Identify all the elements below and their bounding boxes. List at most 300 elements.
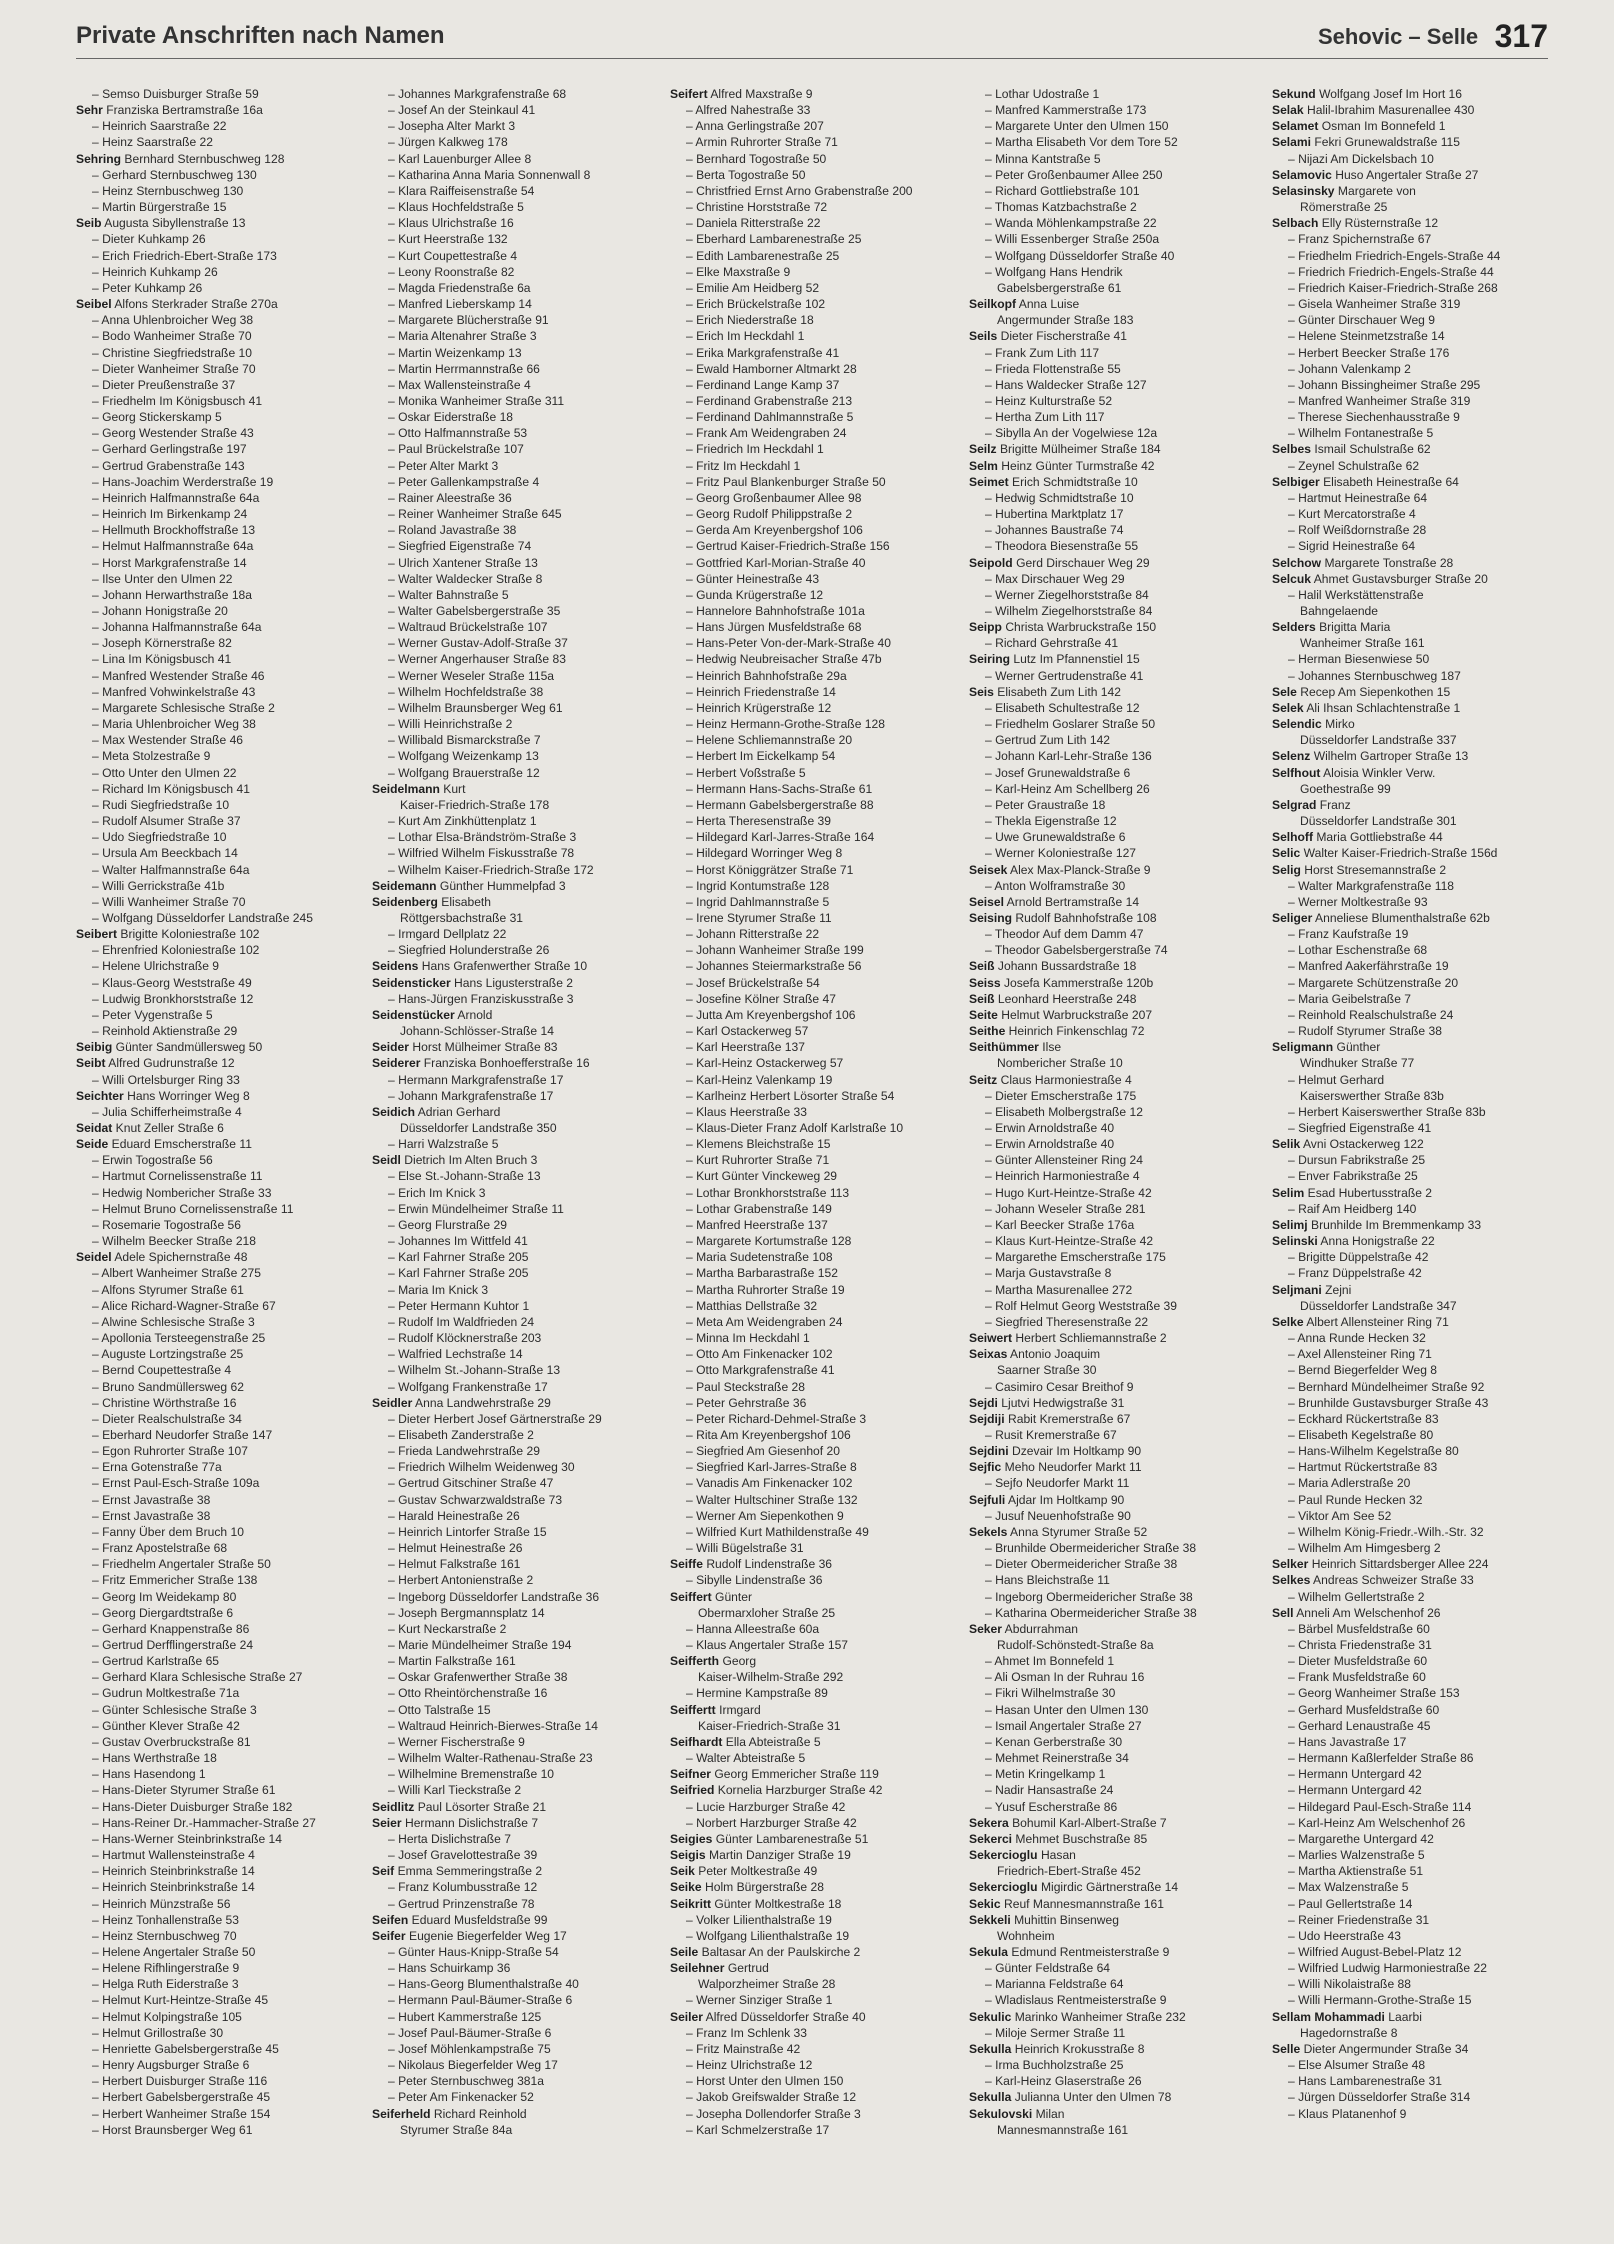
entry-text: Windhuker Straße 77 xyxy=(1300,1056,1415,1071)
surname-entry xyxy=(372,958,658,974)
listing-entry xyxy=(1272,587,1548,603)
entry-text: Eduard Emscherstraße 11 xyxy=(111,1137,252,1152)
listing-entry xyxy=(372,668,658,684)
surname: Seidens xyxy=(372,959,419,974)
listing-entry xyxy=(969,732,1255,748)
entry-text: – Günter Haus-Knipp-Straße 54 xyxy=(388,1944,559,1959)
entry-text: – Oskar Grafenwerther Straße 38 xyxy=(388,1670,568,1685)
entry-text: Franziska Bertramstraße 16a xyxy=(106,103,263,118)
surname: Seixas xyxy=(969,1347,1008,1362)
entry-text: – Ludwig Bronkhorststraße 12 xyxy=(92,991,254,1006)
listing-entry xyxy=(670,684,956,700)
surname: Sehr xyxy=(76,103,103,118)
surname-entry xyxy=(969,1459,1255,1475)
entry-text: – Peter Gehrstraße 36 xyxy=(686,1395,807,1410)
listing-entry xyxy=(76,393,362,409)
entry-text: – Johannes Sternbuschweg 187 xyxy=(1288,668,1461,683)
listing-entry xyxy=(670,668,956,684)
listing-entry xyxy=(969,134,1255,150)
entry-text: – Marja Gustavstraße 8 xyxy=(985,1266,1112,1281)
surname-entry xyxy=(1272,1314,1548,1330)
listing-entry xyxy=(670,635,956,651)
surname-entry xyxy=(1272,845,1548,861)
entry-text: – Gertrud Prinzenstraße 78 xyxy=(388,1896,535,1911)
surname-entry xyxy=(670,86,956,102)
entry-text: – Willi Hermann-Grothe-Straße 15 xyxy=(1288,1993,1472,2008)
entry-text: Walter Kaiser-Friedrich-Straße 156d xyxy=(1303,846,1498,861)
surname: Sekulovski xyxy=(969,2106,1033,2121)
listing-entry xyxy=(969,1233,1255,1249)
surname: Seimet xyxy=(969,474,1009,489)
listing-entry xyxy=(969,797,1255,813)
listing-entry xyxy=(670,1346,956,1362)
entry-text: – Berta Togostraße 50 xyxy=(686,167,806,182)
listing-entry xyxy=(76,183,362,199)
surname: Selbiger xyxy=(1272,474,1320,489)
entry-text: – Paul Runde Hecken 32 xyxy=(1288,1492,1423,1507)
entry-text: – Enver Fabrikstraße 25 xyxy=(1288,1169,1418,1184)
listing-entry xyxy=(670,2089,956,2105)
listing-entry xyxy=(969,1556,1255,1572)
listing-entry xyxy=(670,1427,956,1443)
listing-entry xyxy=(1272,280,1548,296)
listing-entry xyxy=(670,151,956,167)
listing-entry xyxy=(670,716,956,732)
listing-entry xyxy=(372,1314,658,1330)
entry-text: Alex Max-Planck-Straße 9 xyxy=(1010,862,1151,877)
entry-text: – Werner Angerhauser Straße 83 xyxy=(388,652,566,667)
entry-text: – Wilfried Kurt Mathildenstraße 49 xyxy=(686,1524,869,1539)
listing-entry xyxy=(372,2073,658,2089)
entry-text: – Peter Graustraße 18 xyxy=(985,797,1106,812)
entry-text: – Axel Allensteiner Ring 71 xyxy=(1288,1347,1432,1362)
entry-text: – Bernd Coupettestraße 4 xyxy=(92,1363,232,1378)
entry-continuation xyxy=(1272,635,1548,651)
surname-entry xyxy=(969,1039,1255,1055)
entry-text: Wilhelm Gartroper Straße 13 xyxy=(1313,749,1469,764)
listing-entry xyxy=(76,328,362,344)
listing-entry xyxy=(76,1847,362,1863)
listing-entry xyxy=(372,409,658,425)
entry-text: – Wilhelm Fontanestraße 5 xyxy=(1288,426,1434,441)
entry-text: – Nijazi Am Dickelsbach 10 xyxy=(1288,151,1434,166)
listing-entry xyxy=(969,361,1255,377)
entry-text: – Siegfried Karl-Jarres-Straße 8 xyxy=(686,1460,857,1475)
surname-entry xyxy=(1272,829,1548,845)
listing-entry xyxy=(372,1653,658,1669)
listing-entry xyxy=(1272,668,1548,684)
entry-text: – Gudrun Moltkestraße 71a xyxy=(92,1686,240,1701)
entry-text: – Thekla Eigenstraße 12 xyxy=(985,814,1117,829)
entry-text: – Alice Richard-Wagner-Straße 67 xyxy=(92,1298,276,1313)
column-1 xyxy=(76,86,362,2226)
entry-text: – Frank Musfeldstraße 60 xyxy=(1288,1670,1426,1685)
entry-continuation xyxy=(1272,813,1548,829)
listing-entry xyxy=(1272,1702,1548,1718)
entry-text: – Hartmut Heinestraße 64 xyxy=(1288,490,1428,505)
listing-entry xyxy=(969,151,1255,167)
entry-text: Düsseldorfer Landstraße 301 xyxy=(1300,814,1457,829)
entry-text: – Hartmut Cornelissenstraße 11 xyxy=(92,1169,263,1184)
listing-entry xyxy=(76,2122,362,2138)
entry-text: – Johannes Markgrafenstraße 68 xyxy=(388,87,567,101)
listing-entry xyxy=(670,1362,956,1378)
entry-text: Mirko xyxy=(1325,717,1355,732)
listing-entry xyxy=(372,377,658,393)
entry-text: – Ewald Hamborner Altmarkt 28 xyxy=(686,361,857,376)
entry-text: Düsseldorfer Landstraße 347 xyxy=(1300,1298,1457,1313)
listing-entry xyxy=(969,393,1255,409)
entry-text: – Maria Geibelstraße 7 xyxy=(1288,991,1412,1006)
surname-entry xyxy=(969,684,1255,700)
listing-entry xyxy=(76,231,362,247)
listing-entry xyxy=(670,1572,956,1588)
entry-text: – Heinrich Kuhkamp 26 xyxy=(92,264,218,279)
entry-text: – Herbert Antonienstraße 2 xyxy=(388,1573,534,1588)
listing-entry xyxy=(76,264,362,280)
entry-text: – Hans-Dieter Styrumer Straße 61 xyxy=(92,1783,276,1798)
entry-text: – Maria Im Knick 3 xyxy=(388,1282,489,1297)
entry-text: Fekri Grunewaldstraße 115 xyxy=(1314,135,1461,150)
surname: Sekulic xyxy=(969,2009,1012,2024)
surname: Seik xyxy=(670,1864,695,1879)
entry-text: – Friedhelm Friedrich-Engels-Straße 44 xyxy=(1288,248,1501,263)
surname: Selamovic xyxy=(1272,167,1332,182)
entry-text: – Heinrich Lintorfer Straße 15 xyxy=(388,1524,547,1539)
listing-entry xyxy=(76,474,362,490)
entry-text: – Kurt Ruhrorter Straße 71 xyxy=(686,1153,830,1168)
listing-entry xyxy=(670,1379,956,1395)
entry-text: – Katharina Anna Maria Sonnenwall 8 xyxy=(388,167,591,182)
surname: Selfhout xyxy=(1272,765,1321,780)
entry-text: – Klaus-Dieter Franz Adolf Karlstraße 10 xyxy=(686,1121,904,1135)
surname: Seidich xyxy=(372,1104,416,1119)
entry-text: – Hasan Unter den Ulmen 130 xyxy=(985,1702,1149,1717)
entry-text: – Gerhard Knappenstraße 86 xyxy=(92,1621,250,1636)
listing-entry xyxy=(969,215,1255,231)
listing-entry xyxy=(372,102,658,118)
entry-text: – Klaus-Georg Weststraße 49 xyxy=(92,975,252,990)
surname-entry xyxy=(372,1104,658,1120)
entry-text: – Lina Im Königsbusch 41 xyxy=(92,652,232,667)
entry-text: – Alfred Nahestraße 33 xyxy=(686,103,811,118)
listing-entry xyxy=(76,1217,362,1233)
entry-text: – Rolf Helmut Georg Weststraße 39 xyxy=(985,1298,1178,1313)
listing-entry xyxy=(76,845,362,861)
listing-entry xyxy=(969,1152,1255,1168)
entry-text: – Hans Werthstraße 18 xyxy=(92,1751,217,1766)
listing-entry xyxy=(76,167,362,183)
listing-entry xyxy=(372,1443,658,1459)
column-2 xyxy=(372,86,658,2226)
surname: Seibt xyxy=(76,1056,106,1071)
listing-entry xyxy=(372,1508,658,1524)
surname: Selak xyxy=(1272,103,1304,118)
entry-text: Elisabeth Zum Lith 142 xyxy=(997,684,1121,699)
listing-entry xyxy=(670,1314,956,1330)
listing-entry xyxy=(76,118,362,134)
surname: Sekercioglu xyxy=(969,1848,1038,1863)
entry-text: – Franz Düppelstraße 42 xyxy=(1288,1266,1422,1281)
entry-text: – Harri Walzstraße 5 xyxy=(388,1137,499,1152)
listing-entry xyxy=(1272,231,1548,247)
surname: Seilkopf xyxy=(969,297,1017,312)
listing-entry xyxy=(1272,248,1548,264)
surname: Sele xyxy=(1272,684,1297,699)
entry-text: – Reinhold Realschulstraße 24 xyxy=(1288,1007,1454,1022)
entry-continuation xyxy=(969,2122,1255,2138)
entry-text: Marinko Wanheimer Straße 232 xyxy=(1014,2009,1186,2024)
entry-text: – Helene Angertaler Straße 50 xyxy=(92,1944,256,1959)
listing-entry xyxy=(372,1847,658,1863)
entry-text: – Hermann Gabelsbergerstraße 88 xyxy=(686,797,874,812)
entry-text: – Martin Weizenkamp 13 xyxy=(388,345,522,360)
listing-entry xyxy=(969,716,1255,732)
listing-entry xyxy=(670,910,956,926)
surname: Selik xyxy=(1272,1137,1301,1152)
listing-entry xyxy=(969,700,1255,716)
surname-entry xyxy=(1272,555,1548,571)
entry-continuation xyxy=(372,1120,658,1136)
entry-text: – Monika Wanheimer Straße 311 xyxy=(388,393,565,408)
entry-text: Arnold xyxy=(457,1007,493,1022)
entry-text: – Anna Runde Hecken 32 xyxy=(1288,1331,1426,1346)
entry-text: – Rudolf Alsumer Straße 37 xyxy=(92,814,241,829)
entry-text: – Heinz Sternbuschweg 130 xyxy=(92,183,244,198)
listing-entry xyxy=(76,1379,362,1395)
surname-entry xyxy=(969,1847,1255,1863)
surname-entry xyxy=(1272,765,1548,781)
entry-text: – Margarethe Emscherstraße 175 xyxy=(985,1250,1166,1265)
listing-entry xyxy=(372,2009,658,2025)
listing-entry xyxy=(969,1589,1255,1605)
entry-text: Rudolf Bahnhofstraße 108 xyxy=(1015,910,1157,925)
entry-text: – Heinz Hermann-Grothe-Straße 128 xyxy=(686,717,885,732)
listing-entry xyxy=(670,2122,956,2138)
entry-text: – Dieter Musfeldstraße 60 xyxy=(1288,1654,1428,1669)
listing-entry xyxy=(670,490,956,506)
entry-text: Peter Moltkestraße 49 xyxy=(698,1864,818,1879)
entry-continuation xyxy=(1272,1055,1548,1071)
entry-text: – Oskar Eiderstraße 18 xyxy=(388,410,514,425)
entry-text: Georg xyxy=(722,1654,757,1669)
surname: Seichter xyxy=(76,1088,124,1103)
entry-text: Ella Abteistraße 5 xyxy=(725,1734,821,1749)
surname-entry xyxy=(969,441,1255,457)
listing-entry xyxy=(1272,361,1548,377)
entry-text: – Siegfried Theresenstraße 22 xyxy=(985,1314,1149,1329)
entry-text: – Kurt Günter Vinckeweg 29 xyxy=(686,1169,838,1184)
entry-text: – Rolf Weißdornstraße 28 xyxy=(1288,523,1427,538)
listing-entry xyxy=(372,522,658,538)
listing-entry xyxy=(1272,1685,1548,1701)
entry-text: – Johann Wanheimer Straße 199 xyxy=(686,943,864,958)
entry-text: Anneli Am Welschenhof 26 xyxy=(1296,1605,1441,1620)
entry-text: – Bodo Wanheimer Straße 70 xyxy=(92,329,252,344)
entry-text: Claus Harmoniestraße 4 xyxy=(1000,1072,1132,1087)
entry-text: Brigitta Maria xyxy=(1319,620,1391,635)
surname-entry xyxy=(969,619,1255,635)
surname-entry xyxy=(969,296,1255,312)
entry-text: – Ingrid Kontumstraße 128 xyxy=(686,878,830,893)
entry-text: – Meta Stolzestraße 9 xyxy=(92,749,211,764)
entry-text: Halil-Ibrahim Masurenallee 430 xyxy=(1306,103,1475,118)
entry-text: – Magda Friedenstraße 6a xyxy=(388,280,531,295)
listing-entry xyxy=(969,231,1255,247)
surname: Selinski xyxy=(1272,1234,1318,1249)
entry-text: – Karl Beecker Straße 176a xyxy=(985,1217,1135,1232)
listing-entry xyxy=(1272,1669,1548,1685)
entry-text: – Erich Friedrich-Ebert-Straße 173 xyxy=(92,248,277,263)
listing-entry xyxy=(76,134,362,150)
listing-entry xyxy=(1272,425,1548,441)
entry-text: – Günter Schlesische Straße 3 xyxy=(92,1702,257,1717)
listing-entry xyxy=(670,1492,956,1508)
listing-entry xyxy=(76,1589,362,1605)
listing-entry xyxy=(670,1168,956,1184)
surname: Sekels xyxy=(969,1524,1008,1539)
surname-entry xyxy=(969,458,1255,474)
entry-text: – Rudolf Styrumer Straße 38 xyxy=(1288,1024,1442,1039)
entry-text: – Brigitte Düppelstraße 42 xyxy=(1288,1250,1429,1265)
entry-text: Kaiser-Friedrich-Straße 178 xyxy=(400,797,550,812)
surname-entry xyxy=(1272,215,1548,231)
entry-text: Düsseldorfer Landstraße 350 xyxy=(400,1121,557,1135)
listing-entry xyxy=(670,894,956,910)
surname-entry xyxy=(372,2106,658,2122)
listing-entry xyxy=(1272,1007,1548,1023)
listing-entry xyxy=(1272,894,1548,910)
listing-entry xyxy=(969,1685,1255,1701)
entry-text: – Günther Klever Straße 42 xyxy=(92,1718,240,1733)
entry-text: – Hans Waldecker Straße 127 xyxy=(985,377,1147,392)
surname: Seitz xyxy=(969,1072,998,1087)
entry-text: – Manfred Wanheimer Straße 319 xyxy=(1288,393,1471,408)
listing-entry xyxy=(372,1556,658,1572)
listing-entry xyxy=(1272,538,1548,554)
name-range: Sehovic – Selle xyxy=(1317,23,1479,49)
entry-text: Dieter Fischerstraße 41 xyxy=(1000,329,1127,344)
entry-text: – Ernst Javastraße 38 xyxy=(92,1508,211,1523)
surname: Sehring xyxy=(76,151,122,166)
listing-entry xyxy=(1272,991,1548,1007)
listing-entry xyxy=(969,2073,1255,2089)
listing-entry xyxy=(969,2025,1255,2041)
listing-entry xyxy=(76,86,362,102)
entry-text: – Friedrich Kaiser-Friedrich-Straße 268 xyxy=(1288,280,1498,295)
entry-text: – Werner Weseler Straße 115a xyxy=(388,668,555,683)
entry-continuation xyxy=(969,1637,1255,1653)
listing-entry xyxy=(76,1168,362,1184)
entry-text: – Kurt Heerstraße 132 xyxy=(388,232,508,247)
listing-entry xyxy=(76,2009,362,2025)
surname-entry xyxy=(1272,1185,1548,1201)
listing-entry xyxy=(1272,1912,1548,1928)
listing-entry xyxy=(76,2073,362,2089)
listing-entry xyxy=(372,635,658,651)
entry-text: Rudolf Lindenstraße 36 xyxy=(706,1557,833,1572)
entry-continuation xyxy=(670,1718,956,1734)
entry-text: Wanheimer Straße 161 xyxy=(1300,636,1425,651)
entry-text: – Karl Lauenburger Allee 8 xyxy=(388,151,532,166)
listing-entry xyxy=(76,1201,362,1217)
entry-text: – Matthias Dellstraße 32 xyxy=(686,1298,818,1313)
entry-text: Franziska Bonhoefferstraße 16 xyxy=(423,1056,590,1071)
surname: Seigis xyxy=(670,1848,706,1863)
listing-entry xyxy=(76,1685,362,1701)
entry-text: – Eberhard Lambarenestraße 25 xyxy=(686,232,862,247)
listing-entry xyxy=(76,716,362,732)
listing-entry xyxy=(372,1282,658,1298)
listing-entry xyxy=(969,813,1255,829)
listing-entry xyxy=(372,312,658,328)
entry-text: Ajdar Im Holtkamp 90 xyxy=(1008,1492,1125,1507)
listing-entry xyxy=(372,555,658,571)
entry-text: Hermann Dislichstraße 7 xyxy=(404,1815,539,1830)
listing-entry xyxy=(969,1750,1255,1766)
listing-entry xyxy=(372,571,658,587)
entry-text: – Willi Nikolaistraße 88 xyxy=(1288,1977,1411,1992)
listing-entry xyxy=(372,231,658,247)
entry-text: Laarbi xyxy=(1388,2009,1422,2024)
entry-text: – Bernhard Togostraße 50 xyxy=(686,151,827,166)
listing-entry xyxy=(1272,1928,1548,1944)
entry-text: – Hans-Georg Blumenthalstraße 40 xyxy=(388,1977,579,1992)
surname: Sellam Mohammadi xyxy=(1272,2009,1385,2024)
listing-entry xyxy=(1272,1072,1548,1088)
listing-entry xyxy=(76,1411,362,1427)
listing-entry xyxy=(670,1637,956,1653)
surname-entry xyxy=(969,2009,1255,2025)
entry-text: – Martha Masurenallee 272 xyxy=(985,1282,1133,1297)
entry-text: Dzevair Im Holtkamp 90 xyxy=(1012,1444,1142,1459)
listing-entry xyxy=(372,1960,658,1976)
listing-entry xyxy=(1272,1976,1548,1992)
listing-entry xyxy=(1272,1443,1548,1459)
entry-text: Holm Bürgerstraße 28 xyxy=(704,1880,824,1895)
listing-entry xyxy=(670,926,956,942)
entry-text: – Wilhelm Kaiser-Friedrich-Straße 172 xyxy=(388,862,594,877)
surname: Selasinsky xyxy=(1272,183,1335,198)
listing-entry xyxy=(76,312,362,328)
listing-entry xyxy=(372,1766,658,1782)
listing-entry xyxy=(969,490,1255,506)
entry-text: – Johann Bissingheimer Straße 295 xyxy=(1288,377,1481,392)
surname: Seker xyxy=(969,1621,1002,1636)
address-columns xyxy=(76,86,1548,2226)
surname-entry xyxy=(670,1589,956,1605)
entry-text: – Willi Essenberger Straße 250a xyxy=(985,232,1160,247)
listing-entry xyxy=(76,1475,362,1491)
entry-text: – Maria Adlerstraße 20 xyxy=(1288,1476,1411,1491)
surname-entry xyxy=(969,1831,1255,1847)
listing-entry xyxy=(969,248,1255,264)
listing-entry xyxy=(969,1120,1255,1136)
listing-entry xyxy=(1272,651,1548,667)
surname: Selami xyxy=(1272,135,1311,150)
surname-entry xyxy=(969,910,1255,926)
surname: Seising xyxy=(969,910,1013,925)
entry-text: Augusta Sibyllenstraße 13 xyxy=(104,216,246,231)
surname-entry xyxy=(969,1621,1255,1637)
entry-text: – Johannes Baustraße 74 xyxy=(985,523,1124,538)
entry-text: – Otto Halfmannstraße 53 xyxy=(388,426,528,441)
entry-text: Kaiser-Friedrich-Straße 31 xyxy=(698,1718,841,1733)
listing-entry xyxy=(969,748,1255,764)
entry-text: Styrumer Straße 84a xyxy=(400,2122,513,2137)
entry-text: – Georg Rudolf Philippstraße 2 xyxy=(686,507,853,522)
listing-entry xyxy=(1272,878,1548,894)
